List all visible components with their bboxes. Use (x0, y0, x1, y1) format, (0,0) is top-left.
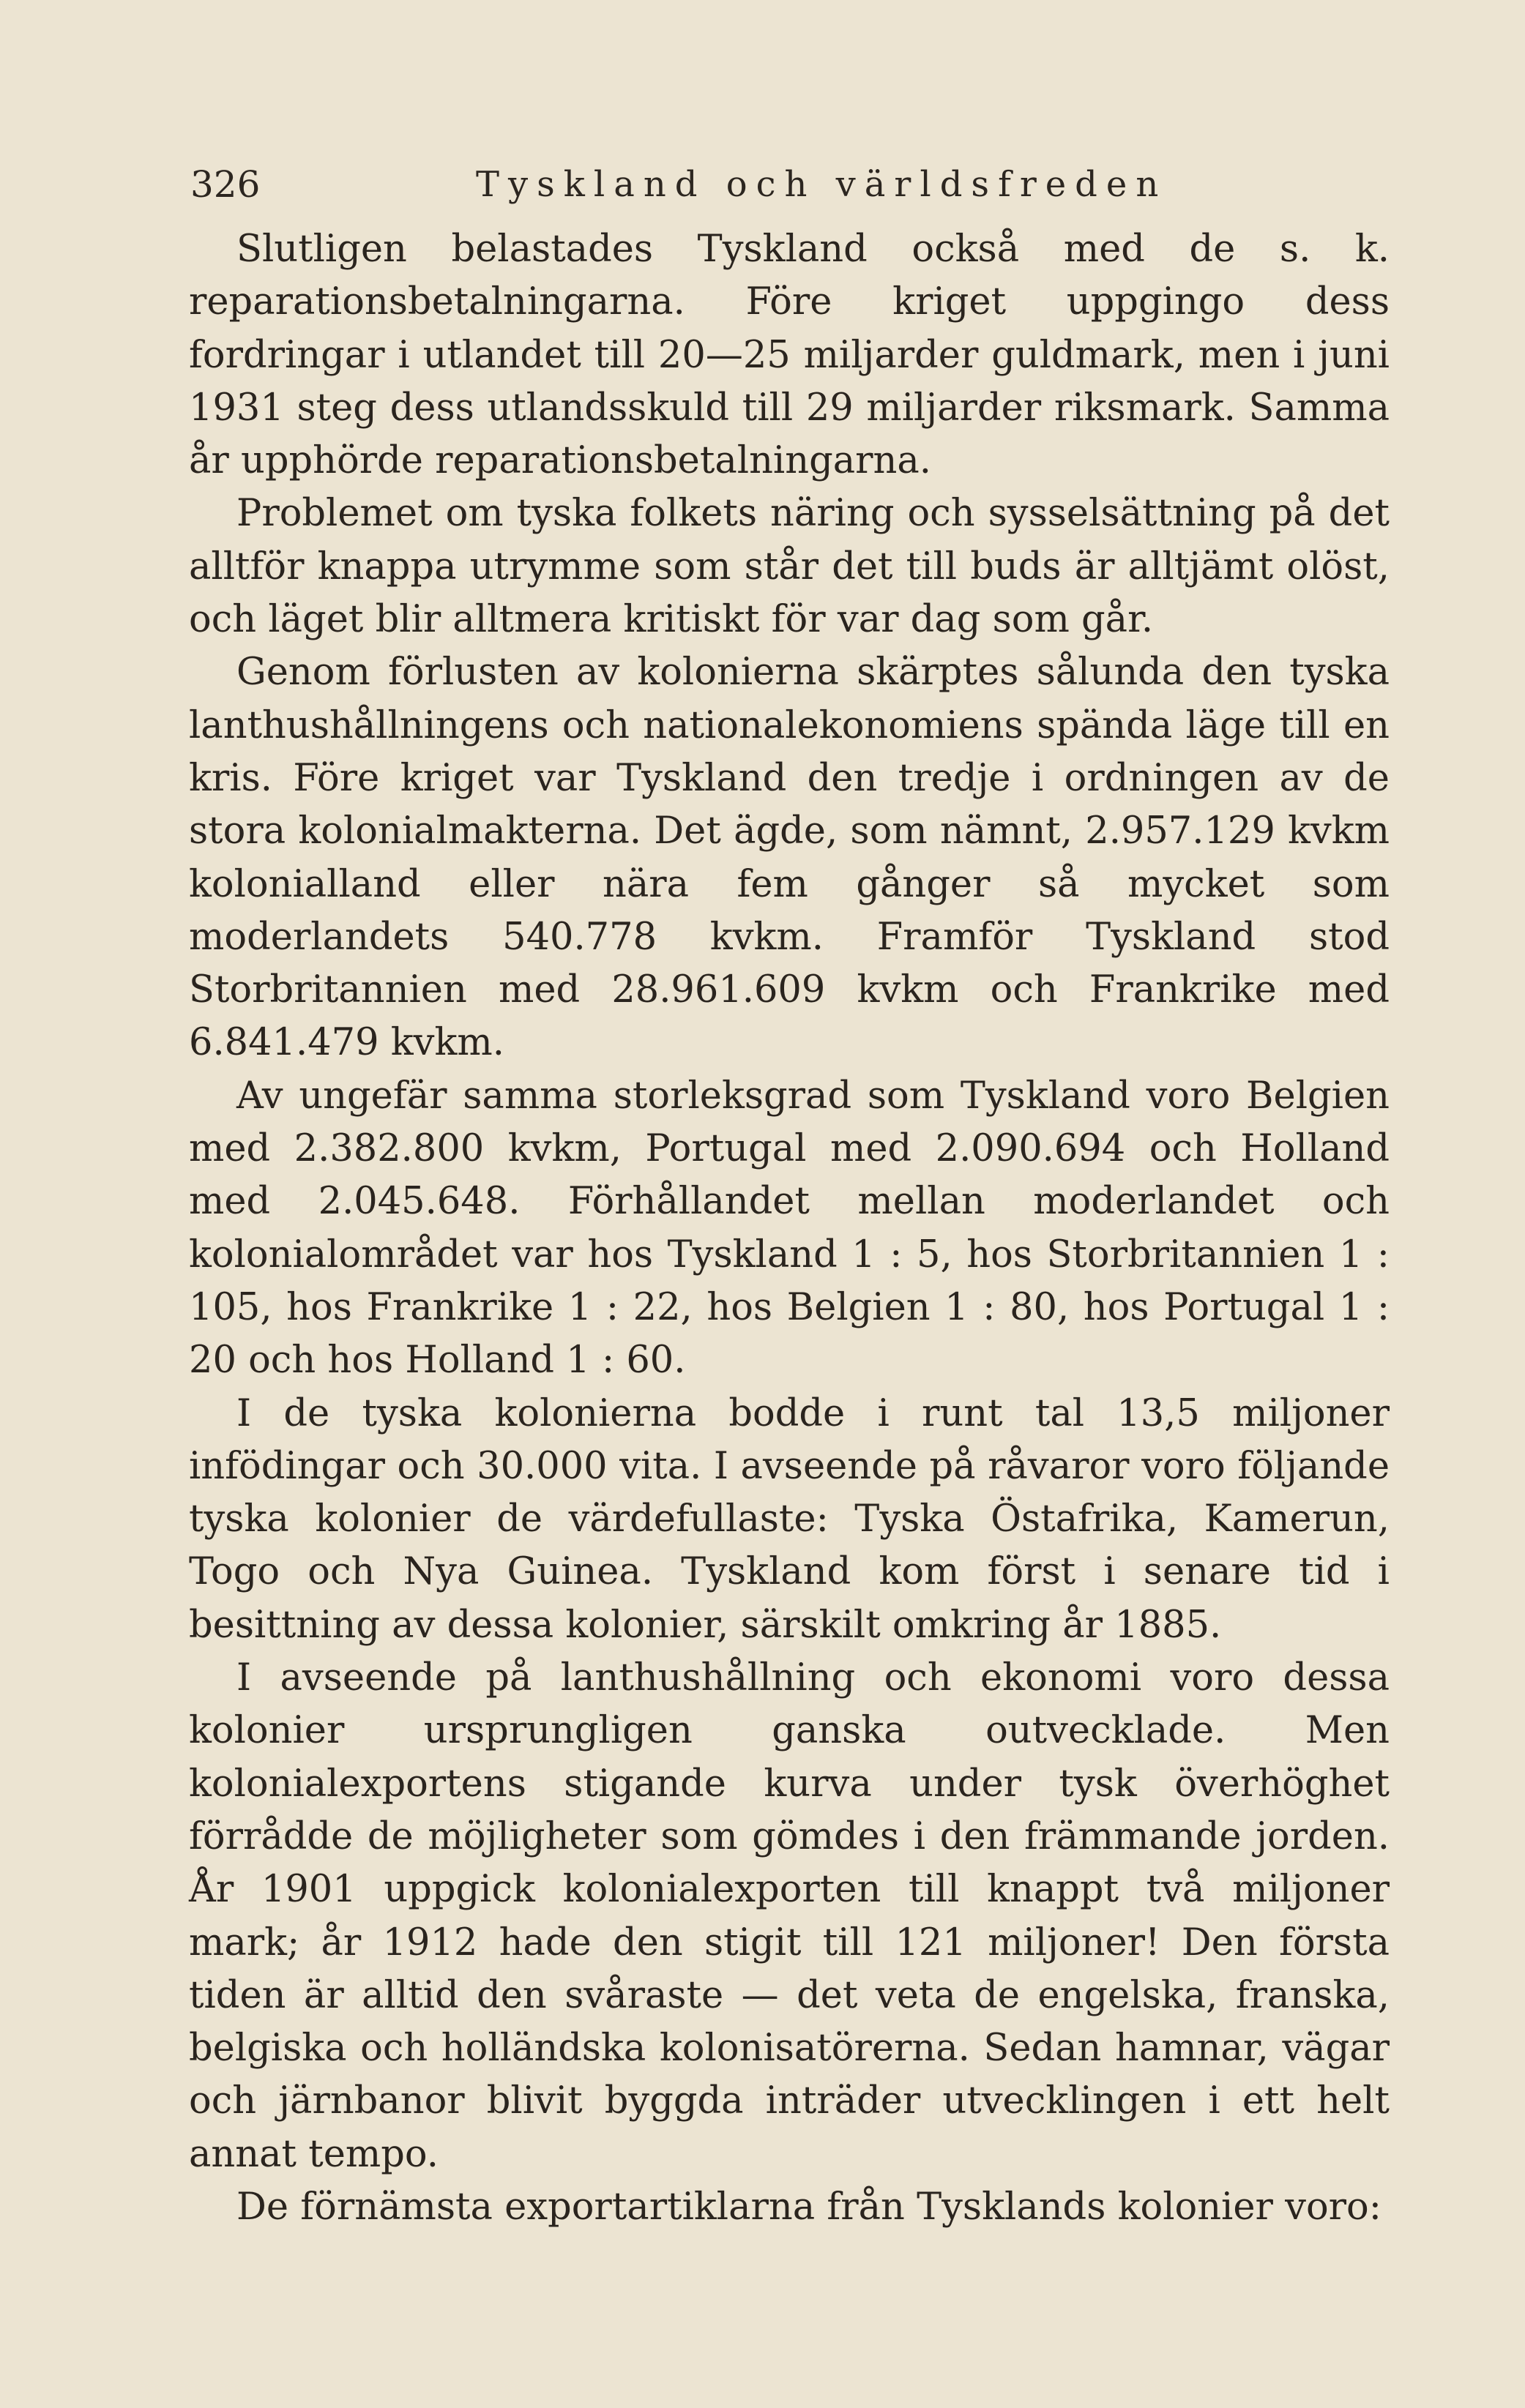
running-title: Tyskland och världsfreden (476, 164, 1168, 205)
paragraph-colonies-loss: Genom förlusten av kolonierna skärptes sålunda den tyska lanthushållningens och nationalekonomiens spända läge till en kris. Före kriget var Tyskland den tredje i ordningen av de stora kolonialmakterna. Det ägde, som nämnt, 2.957.129 kvkm kolonialland eller nära fem gånger så mycket som moderlandets 540.778 kvkm. Framför Tyskland stod Storbritannien med 28.961.609 kvkm och Frankrike med 6.841.479 kvkm. (189, 651, 1390, 1065)
paragraph-comparison: Av ungefär samma storleksgrad som Tyskland voro Belgien med 2.382.800 kvkm, Portugal med 2.090.694 och Holland med 2.045.648. Förhållandet mellan moderlandet och kolonialområdet var hos Tyskland 1 : 5, hos Storbritannien 1 : 105, hos Frankrike 1 : 22, hos Belgien 1 : 80, hos Portugal 1 : 20 och hos Holland 1 : 60. (189, 1074, 1390, 1383)
paragraph-reparations: Slutligen belastades Tyskland också med de s. k. reparationsbetalningarna. Före kriget uppgingo dess fordringar i utlandet till 20—25 miljarder guldmark, men i juni 1931 steg dess utlandsskuld till 29 miljarder riksmark. Samma år upphörde reparationsbetalningarna. (189, 228, 1390, 483)
page-number: 326 (190, 163, 261, 206)
paragraph-population: I de tyska kolonierna bodde i runt tal 13,5 miljoner infödingar och 30.000 vita. I avseende på råvaror voro följande tyska kolonier de värdefullaste: Tyska Östafrika, Kamerun, Togo och Nya Guinea. Tyskland kom först i senare tid i besittning av dessa kolonier, särskilt omkring år 1885. (189, 1391, 1390, 1647)
paragraph-economy: I avseende på lanthushållning och ekonomi voro dessa kolonier ursprungligen ganska outvecklade. Men kolonialexportens stigande kurva under tysk överhöghet förrådde de möjligheter som gömdes i den främmande jorden. År 1901 uppgick kolonialexporten till knappt två miljoner mark; år 1912 hade den stigit till 121 miljoner! Den första tiden är alltid den svåraste — det veta de engelska, franska, belgiska och holländska kolonisatörerna. Sedan hamnar, vägar och järnbanor blivit byggda inträder utvecklingen i ett helt annat tempo. (189, 1656, 1390, 2176)
paragraph-problem: Problemet om tyska folkets näring och sysselsättning på det alltför knappa utrymme som står det till buds är alltjämt olöst, och läget blir alltmera kritiskt för var dag som går. (189, 492, 1390, 642)
paragraph-exports: De förnämsta exportartiklarna från Tysklands kolonier voro: (236, 2185, 1382, 2229)
page-header (190, 155, 1398, 214)
body-text (189, 223, 1390, 2234)
